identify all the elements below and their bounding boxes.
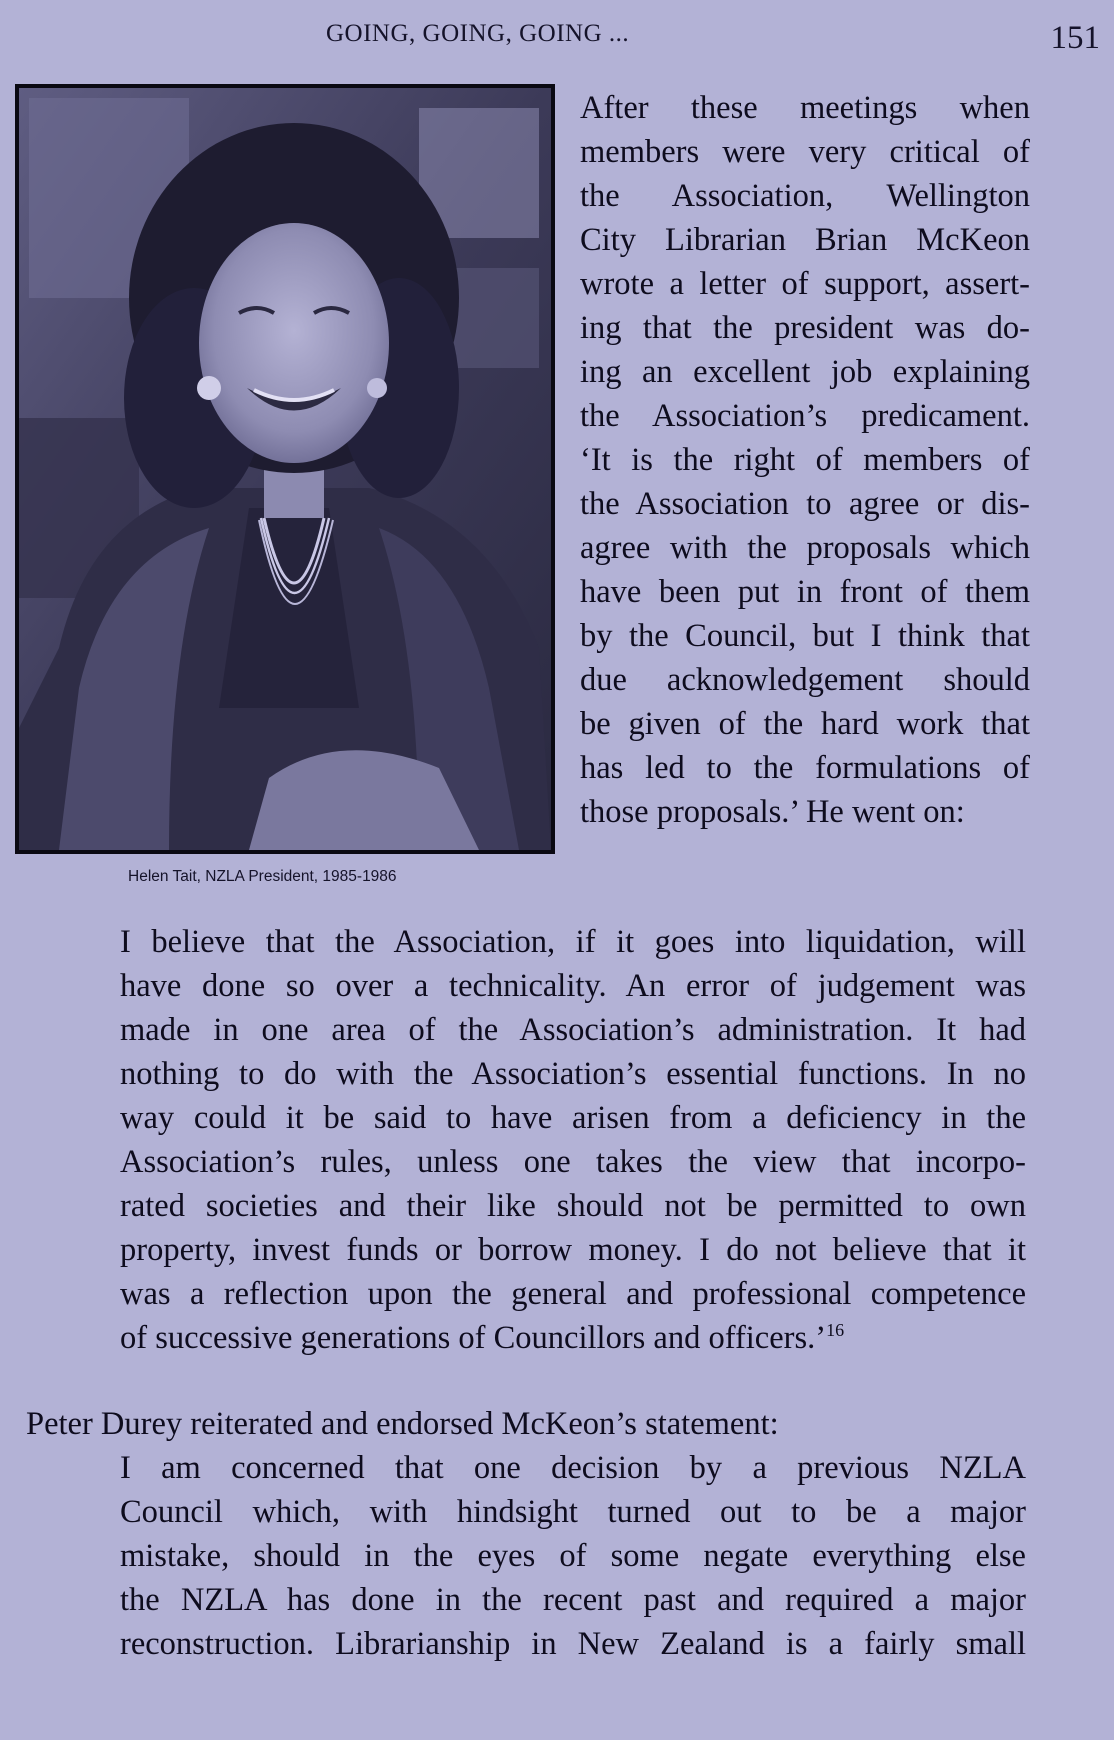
- text-line: agree with the proposals which: [580, 530, 1030, 566]
- running-head: GOING, GOING, GOING ...: [326, 20, 630, 47]
- quote-line: I am concerned that one decision by a previous NZLA: [120, 1450, 1026, 1486]
- quote-line: nothing to do with the Association’s essential functions. In no: [120, 1056, 1026, 1092]
- quote-line: property, invest funds or borrow money. I do not believe that it: [120, 1232, 1026, 1268]
- quote-line: I believe that the Association, if it goes into liquidation, will: [120, 924, 1026, 960]
- quote-line: rated societies and their like should not be permitted to own: [120, 1188, 1026, 1224]
- text-line: due acknowledgement should: [580, 662, 1030, 698]
- block-quote-durey: [120, 1446, 1026, 1666]
- text-line: have been put in front of them: [580, 574, 1030, 610]
- page-number: 151: [1050, 20, 1100, 56]
- quote-line: Association’s rules, unless one takes the view that incorpo-: [120, 1144, 1026, 1180]
- quote-line: made in one area of the Association’s administration. It had: [120, 1012, 1026, 1048]
- text-line: has led to the formulations of: [580, 750, 1030, 786]
- intro-sentence: Peter Durey reiterated and endorsed McKeon’s statement:: [26, 1406, 779, 1442]
- footnote-marker: 16: [826, 1320, 845, 1341]
- quote-line: reconstruction. Librarianship in New Zealand is a fairly small: [120, 1626, 1026, 1662]
- portrait-illustration: [19, 88, 551, 850]
- side-paragraph: [580, 86, 1030, 834]
- quote-line: way could it be said to have arisen from a deficiency in the: [120, 1100, 1026, 1136]
- text-line: the Association to agree or dis-: [580, 486, 1030, 522]
- photo-caption: Helen Tait, NZLA President, 1985-1986: [128, 868, 397, 885]
- text-line: by the Council, but I think that: [580, 618, 1030, 654]
- text-line: be given of the hard work that: [580, 706, 1030, 742]
- text-line: ing that the president was do-: [580, 310, 1030, 346]
- quote-line: Council which, with hindsight turned out to be a major: [120, 1494, 1026, 1530]
- portrait-photo: [15, 84, 555, 854]
- quote-line-final: [120, 1316, 1026, 1360]
- block-quote-mckeon: [120, 920, 1026, 1360]
- text-line: After these meetings when: [580, 90, 1030, 126]
- text-line: wrote a letter of support, assert-: [580, 266, 1030, 302]
- quote-line: mistake, should in the eyes of some negate everything else: [120, 1538, 1026, 1574]
- text-line: the Association’s predicament.: [580, 398, 1030, 434]
- quote-line: the NZLA has done in the recent past and required a major: [120, 1582, 1026, 1618]
- quote-line-text: of successive generations of Councillors and officers.’: [120, 1320, 827, 1356]
- text-line: ing an excellent job explaining: [580, 354, 1030, 390]
- text-line: City Librarian Brian McKeon: [580, 222, 1030, 258]
- text-line: the Association, Wellington: [580, 178, 1030, 214]
- text-line: those proposals.’ He went on:: [580, 794, 965, 830]
- text-line: members were very critical of: [580, 134, 1030, 170]
- text-line: ‘It is the right of members of: [580, 442, 1030, 478]
- quote-line: have done so over a technicality. An error of judgement was: [120, 968, 1026, 1004]
- quote-line: was a reflection upon the general and professional competence: [120, 1276, 1026, 1312]
